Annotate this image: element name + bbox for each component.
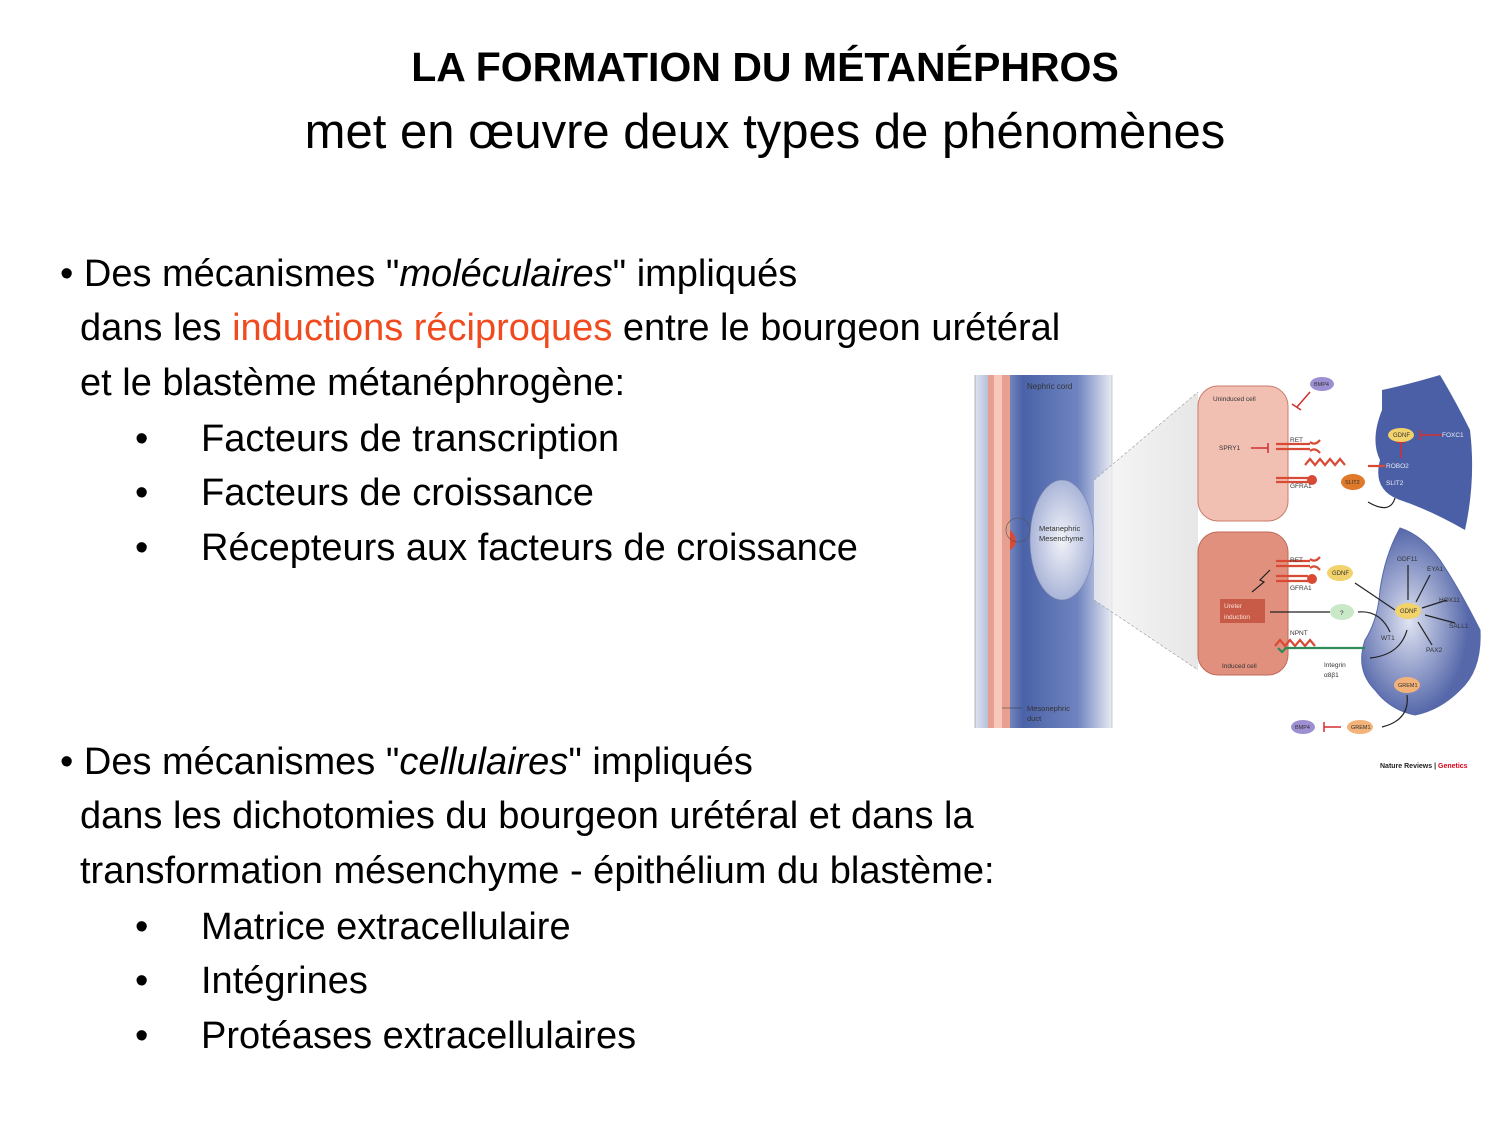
list-item-text: Intégrines [201,960,368,1002]
label-grem1-inner: GREM1 [1398,683,1418,689]
metanephros-diagram [970,370,1490,780]
label-ureter: Ureter [1224,603,1243,610]
label-integrin: Integrin [1324,662,1346,669]
label-induction: induction [1224,614,1251,621]
label-metanephric: Metanephric [1039,524,1081,533]
label-foxc1: FOXC1 [1442,432,1464,439]
label-gfra1-induced: GFRA1 [1290,585,1312,592]
slide-title: LA FORMATION DU MÉTANÉPHROS [411,44,1119,90]
section2-line2: dans les dichotomies du bourgeon urétéral et dans la [80,795,974,837]
label-spry1: SPRY1 [1219,445,1241,452]
nephric-cord-panel [975,375,1112,728]
bullet: • [60,253,74,295]
uninduced-cell [1198,386,1288,521]
label-gdf11: GDF11 [1397,556,1418,563]
label-mesonephric: Mesonephric [1027,704,1070,713]
bullet: • [135,472,149,514]
list-item-text: Protéases extracellulaires [201,1015,637,1057]
label-integrin-subunits: α8β1 [1324,672,1339,679]
credit-separator: | [1432,763,1438,770]
bullet: • [135,418,149,460]
label-unknown: ? [1340,610,1344,617]
bullet: • [135,906,149,948]
mesenchyme-cell-bottom [1362,528,1481,715]
list-item-text: Matrice extracellulaire [201,906,571,948]
list-item-text: Récepteurs aux facteurs de croissance [201,527,858,569]
label-robo2: ROBO2 [1386,463,1409,470]
list-item-text: Facteurs de transcription [201,418,620,460]
bullet: • [135,527,149,569]
mesenchyme-cell-top [1375,375,1472,530]
list-item-text: Facteurs de croissance [201,472,594,514]
label-uninduced-cell: Uninduced cell [1213,396,1256,403]
label-gdnf-top: GDNF [1393,433,1410,439]
text: dans les [80,307,233,349]
slide-subtitle: met en œuvre deux types de phénomènes [304,105,1226,159]
label-eya1: EYA1 [1427,566,1444,573]
section2-line3: transformation mésenchyme - épithélium du blastème: [80,850,995,892]
label-grem1-outer: GREM1 [1351,725,1371,731]
text: entre le bourgeon urétéral [612,307,1061,349]
label-bmp4: BMP4 [1314,382,1329,388]
section2-line1 [60,740,753,784]
section1-line2 [80,306,1060,350]
credit-section: Genetics [1438,763,1468,770]
integrin-receptor [1278,648,1365,652]
text: Des mécanismes " [83,253,400,295]
highlight-text: inductions réciproques [232,307,613,349]
label-slit2: SLIT2 [1386,480,1404,487]
label-nephric-cord: Nephric cord [1027,382,1073,391]
bullet: • [60,741,74,783]
text: " impliqués [568,741,753,783]
label-ret: RET [1290,437,1303,444]
label-sall1: SALL1 [1449,623,1469,630]
emphasis: moléculaires [399,253,613,295]
bullet: • [135,1015,149,1057]
text: " impliqués [612,253,798,295]
section1-line1 [60,252,797,296]
label-mesenchyme: Mesenchyme [1039,534,1084,543]
figure-credit [1380,763,1468,770]
bullet: • [135,960,149,1002]
label-wt1: WT1 [1381,635,1395,642]
emphasis: cellulaires [399,741,569,783]
text: Des mécanismes " [83,741,400,783]
label-duct: duct [1027,714,1042,723]
credit-journal: Nature Reviews [1380,763,1433,770]
section1-line3: et le blastème métanéphrogène: [80,362,626,404]
label-gfra1: GFRA1 [1290,483,1312,490]
label-ret-induced: RET [1290,557,1303,564]
label-induced-cell: Induced cell [1222,663,1257,670]
label-bmp4-bottom: BMP4 [1295,725,1310,731]
label-slit2-node: SLIT2 [1345,480,1360,486]
label-gdnf-center: GDNF [1400,609,1417,615]
label-gdnf-mid: GDNF [1332,571,1349,577]
label-hox11: HOX11 [1439,597,1460,604]
label-pax2: PAX2 [1426,647,1443,654]
label-npnt: NPNT [1290,630,1308,637]
